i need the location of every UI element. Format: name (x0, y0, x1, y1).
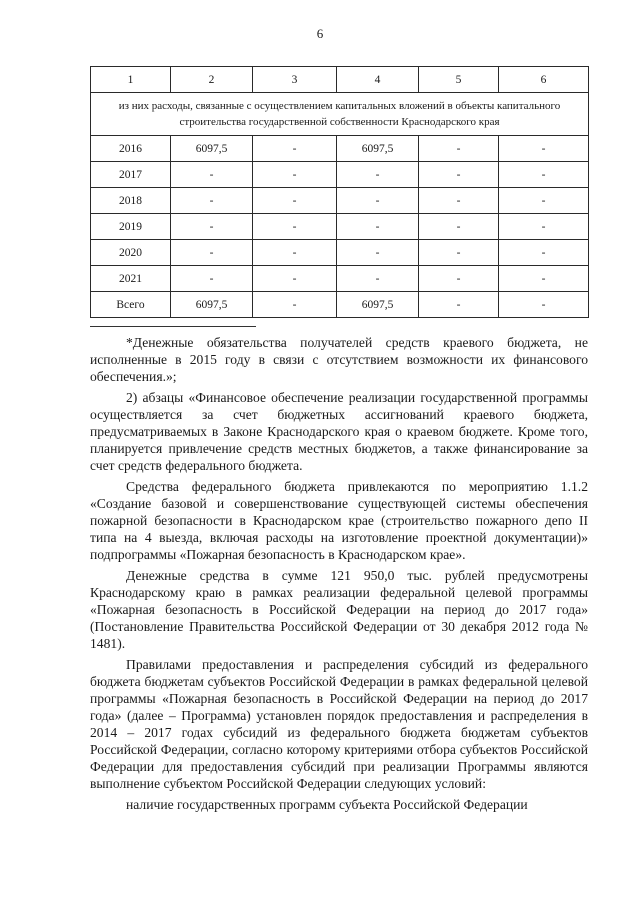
table-header-row (91, 67, 589, 93)
table-cell: - (499, 292, 589, 318)
table-section-row (91, 93, 589, 136)
table-cell: - (337, 162, 419, 188)
table-cell: - (337, 266, 419, 292)
table-row (91, 266, 589, 292)
table-header-cell: 1 (91, 67, 171, 93)
table-cell: - (253, 136, 337, 162)
table-row (91, 240, 589, 266)
table-cell: - (499, 214, 589, 240)
table-cell: - (253, 214, 337, 240)
table-row (91, 162, 589, 188)
table-cell: 2018 (91, 188, 171, 214)
table-cell: - (499, 136, 589, 162)
table-cell: - (253, 240, 337, 266)
table-total-row (91, 292, 589, 318)
table-cell: - (499, 188, 589, 214)
table-header-cell: 5 (419, 67, 499, 93)
table-row (91, 214, 589, 240)
table-cell: - (419, 188, 499, 214)
table-row (91, 136, 589, 162)
table-cell: - (171, 188, 253, 214)
table-header-cell: 6 (499, 67, 589, 93)
table-cell: - (253, 292, 337, 318)
table-cell: - (337, 240, 419, 266)
footnote-divider (90, 326, 256, 327)
table-cell: 2019 (91, 214, 171, 240)
table-cell: 2021 (91, 266, 171, 292)
table-cell: - (499, 266, 589, 292)
table-cell: - (499, 240, 589, 266)
table-cell: - (337, 214, 419, 240)
table-cell: Всего (91, 292, 171, 318)
table-row (91, 188, 589, 214)
table-header-cell: 2 (171, 67, 253, 93)
table-cell: 6097,5 (337, 136, 419, 162)
table-cell: - (419, 266, 499, 292)
table-cell: - (253, 188, 337, 214)
paragraph: наличие государственных программ субъекта Российской Федерации (126, 797, 528, 812)
table-cell: 6097,5 (337, 292, 419, 318)
table-cell: - (419, 214, 499, 240)
table-cell: 6097,5 (171, 136, 253, 162)
body-text (90, 334, 588, 817)
table-cell: - (337, 188, 419, 214)
table-cell: - (171, 240, 253, 266)
table-cell: - (171, 162, 253, 188)
paragraph: Денежные средства в сумме 121 950,0 тыс. рублей предусмотрены Краснодарскому краю в рамках реализации федеральной целевой программы «Пожарная безопасность в Российской Федерации на период до 2017 года» (Постановление Правительства Российской Федерации от 30 декабря 2012 года № 1481). (90, 568, 588, 651)
table-cell: - (253, 266, 337, 292)
table-cell: 2016 (91, 136, 171, 162)
table-cell: - (499, 162, 589, 188)
table-cell: 2017 (91, 162, 171, 188)
table-cell: - (253, 162, 337, 188)
paragraph: Средства федерального бюджета привлекаются по мероприятию 1.1.2 «Создание базовой и совершенствование существующей системы обеспечения пожарной безопасности в Краснодарском крае (строительство пожарного депо II типа на 4 выезда, включая расходы на изготовление проектной документации)» подпрограммы «Пожарная безопасность в Краснодарском крае». (90, 479, 588, 562)
table-cell: - (419, 292, 499, 318)
footnote-paragraph: *Денежные обязательства получателей средств краевого бюджета, не исполненные в 2015 году в связи с отсутствием возможности их финансового обеспечения.»; (90, 335, 588, 384)
table-cell: - (419, 136, 499, 162)
table-cell: - (419, 162, 499, 188)
table-cell: - (419, 240, 499, 266)
table-header-cell: 4 (337, 67, 419, 93)
table-cell: 6097,5 (171, 292, 253, 318)
budget-table (90, 66, 589, 318)
paragraph: 2) абзацы «Финансовое обеспечение реализации государственной программы осуществляется за счет бюджетных ассигнований краевого бюджета, предусматриваемых в Законе Краснодарского края о краевом бюджете. Кроме того, планируется привлечение средств местных бюджетов, а также финансирование за счет средств федерального бюджета. (90, 390, 588, 473)
table-cell: - (171, 214, 253, 240)
table-cell: 2020 (91, 240, 171, 266)
table-section-title: из них расходы, связанные с осуществлением капитальных вложений в объекты капитального строительства государственной собственности Краснодарского края (91, 93, 589, 136)
page-number: 6 (316, 26, 324, 41)
table-cell: - (171, 266, 253, 292)
table-header-cell: 3 (253, 67, 337, 93)
paragraph: Правилами предоставления и распределения субсидий из федерального бюджета бюджетам субъектов Российской Федерации в рамках федеральной целевой программы «Пожарная безопасность в Российской Федерации на период до 2017 года» (далее – Программа) установлен порядок предоставления и распределения в 2014 – 2017 годах субсидий из федерального бюджета бюджетам субъектов Российской Федерации, согласно которому критериями отбора субъектов Российской Федерации для предоставления субсидий при реализации Программы являются выполнение субъектом Российской Федерации следующих условий: (90, 657, 588, 791)
